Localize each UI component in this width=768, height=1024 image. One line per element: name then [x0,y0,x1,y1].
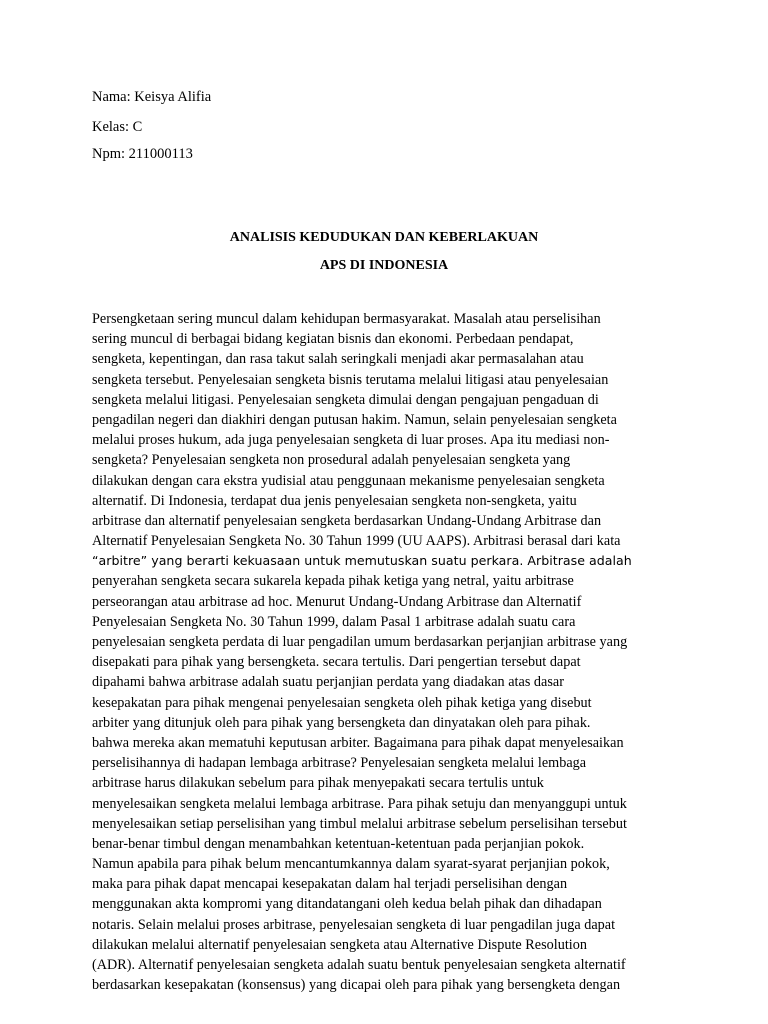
body-line: sengketa melalui litigasi. Penyelesaian sengketa dimulai dengan pengajuan pengaduan di [92,391,599,408]
body-line: benar-benar timbul dengan menambahkan ketentuan-ketentuan pada perjanjian pokok. [92,835,585,852]
body-line: Alternatif Penyelesaian Sengketa No. 30 Tahun 1999 (UU AAPS). Arbitrasi berasal dari kata [92,533,621,550]
body-line: perselisihannya di hadapan lembaga arbitrase? Penyelesaian sengketa melalui lembaga [92,755,587,772]
body-line: dilakukan dengan cara ekstra yudisial atau penggunaan mekanisme penyelesaian sengketa [92,472,605,489]
body-line: dilakukan melalui alternatif penyelesaian sengketa atau Alternative Dispute Resolution [92,936,587,953]
body-line: arbitrase harus dilakukan sebelum para pihak menyepakati secara tertulis untuk [92,775,544,792]
body-line: sengketa tersebut. Penyelesaian sengketa bisnis terutama melalui litigasi atau penyelesaian [92,371,609,388]
student-npm: Npm: 211000113 [92,146,193,162]
body-line: menyelesaikan sengketa melalui lembaga arbitrase. Para pihak setuju dan menyanggupi untuk [92,795,627,812]
body-line: menyelesaikan setiap perselisihan yang timbul melalui arbitrase sebelum perselisihan tersebut [92,815,627,832]
body-line: maka para pihak dapat mencapai kesepakatan dalam hal terjadi perselisihan dengan [92,876,568,893]
body-line: alternatif. Di Indonesia, terdapat dua jenis penyelesaian sengketa non-sengketa, yaitu [92,492,577,509]
body-line: arbiter yang ditunjuk oleh para pihak yang bersengketa dan dinyatakan oleh para pihak. [92,714,591,731]
body-line: menggunakan akta kompromi yang ditandatangani oleh kedua belah pihak dan dihadapan [92,896,602,913]
body-line: bahwa mereka akan mematuhi keputusan arbiter. Bagaimana para pihak dapat menyelesaikan [92,734,624,751]
body-line: notaris. Selain melalui proses arbitrase, penyelesaian sengketa di luar pengadilan juga dapat [92,916,616,933]
body-line: arbitrase dan alternatif penyelesaian sengketa berdasarkan Undang-Undang Arbitrase dan [92,512,602,529]
body-line: pengadilan negeri dan diakhiri dengan putusan hakim. Namun, selain penyelesaian sengketa [92,411,617,428]
body-line: kesepakatan para pihak mengenai penyelesaian sengketa oleh pihak ketiga yang disebut [92,694,592,711]
title-line-2: APS DI INDONESIA [319,258,449,273]
body-line: melalui proses hukum, ada juga penyelesaian sengketa di luar proses. Apa itu mediasi non- [92,432,610,449]
body-line-mixed [92,551,692,571]
body-line: penyelesaian sengketa perdata di luar pengadilan umum berdasarkan perjanjian arbitrase yang [92,634,628,650]
body-line: sering muncul di berbagai bidang kegiatan bisnis dan ekonomi. Perbedaan pendapat, [92,331,574,348]
body-line: perseorangan atau arbitrase ad hoc. Menurut Undang-Undang Arbitrase dan Alternatif [92,593,582,610]
arbitre-definition: “arbitre” yang berarti kekuasaan untuk memutuskan suatu perkara [92,553,520,569]
body-text [92,309,692,995]
arbitrase-adalah: . Arbitrase adalah [519,553,632,569]
body-line: (ADR). Alternatif penyelesaian sengketa adalah suatu bentuk penyelesaian sengketa alternatif [92,957,626,973]
body-line: berdasarkan kesepakatan (konsensus) yang dicapai oleh para pihak yang bersengketa dengan [92,977,621,994]
title-line-1: ANALISIS KEDUDUKAN DAN KEBERLAKUAN [229,230,539,245]
body-line: sengketa? Penyelesaian sengketa non prosedural adalah penyelesaian sengketa yang [92,452,571,469]
body-line: sengketa, kepentingan, dan rasa takut salah seringkali menjadi akar permasalahan atau [92,351,584,368]
body-line: Persengketaan sering muncul dalam kehidupan bermasyarakat. Masalah atau perselisihan [92,311,601,327]
body-line: disepakati para pihak yang bersengketa. secara tertulis. Dari pengertian tersebut dapat [92,654,581,671]
student-name: Nama: Keisya Alifia [92,89,212,105]
body-line: dipahami bahwa arbitrase adalah suatu perjanjian perdata yang diadakan atas dasar [92,674,564,691]
body-line: Namun apabila para pihak belum mencantumkannya dalam syarat-syarat perjanjian pokok, [92,856,610,873]
body-line: Penyelesaian Sengketa No. 30 Tahun 1999, dalam Pasal 1 arbitrase adalah suatu cara [92,613,576,630]
student-class: Kelas: C [92,119,143,135]
body-line: penyerahan sengketa secara sukarela kepada pihak ketiga yang netral, yaitu arbitrase [92,573,574,590]
